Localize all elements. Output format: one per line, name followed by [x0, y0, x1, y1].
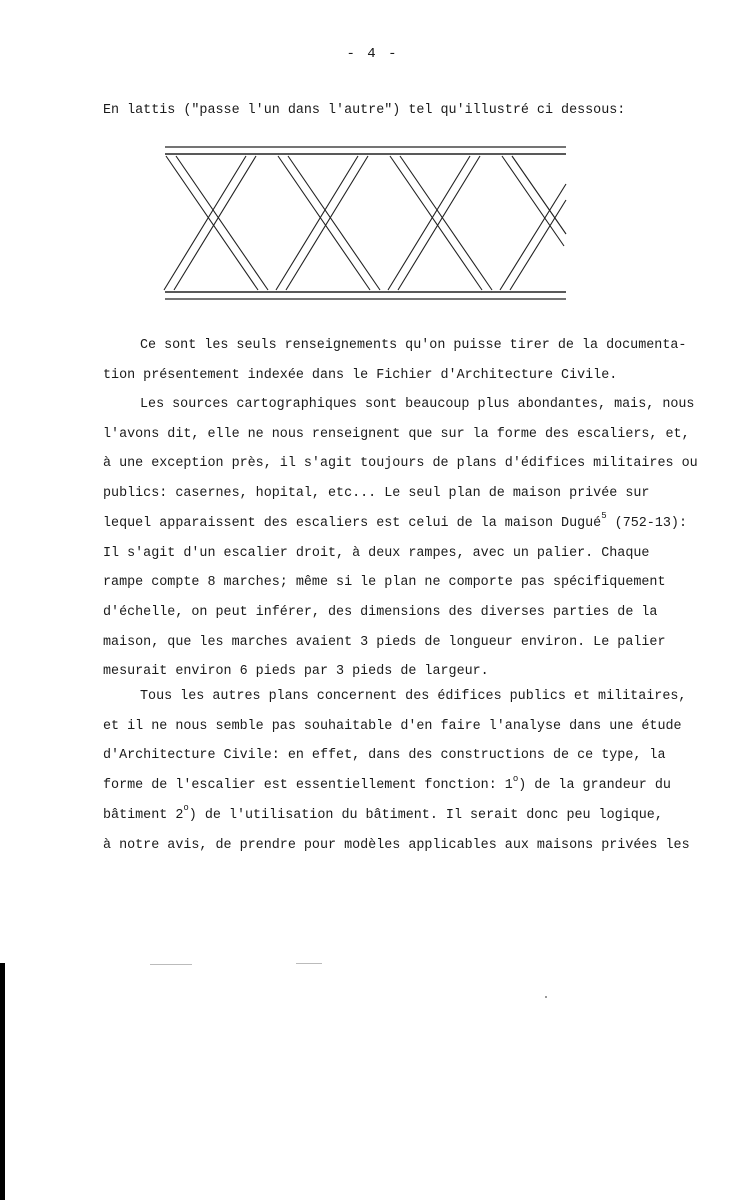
text-line: Ce sont les seuls renseignements qu'on puisse tirer de la documenta- — [140, 338, 687, 353]
text-line: l'avons dit, elle ne nous renseignent que sur la forme des escaliers, et, — [103, 426, 690, 442]
footnote-marker: 5 — [601, 511, 607, 522]
text-line: Il s'agit d'un escalier droit, à deux rampes, avec un palier. Chaque — [103, 545, 650, 561]
text-line: forme de l'escalier est essentiellement fonction: 1$^o$) de la grandeur du — [103, 773, 671, 794]
text-line: d'Architecture Civile: en effet, dans des constructions de ce type, la — [103, 748, 666, 764]
lattice-railing-drawing — [160, 144, 570, 304]
ordinal-marker: o — [512, 773, 519, 784]
text-line: Tous les autres plans concernent des édifices publics et militaires, — [140, 689, 687, 704]
text-line: d'échelle, on peut inférer, des dimensions des diverses parties de la — [103, 604, 658, 620]
text-line: mesurait environ 6 pieds par 3 pieds de largeur. — [103, 664, 489, 680]
text-line: à notre avis, de prendre pour modèles applicables aux maisons privées les — [103, 837, 690, 853]
text-line: rampe compte 8 marches; même si le plan ne comporte pas spécifiquement — [103, 575, 666, 591]
paragraph-2 — [103, 390, 698, 687]
paragraph-1 — [103, 331, 687, 390]
text-line: lequel apparaissent des escaliers est celui de la maison Dugué$^5$ (752-13): — [103, 511, 687, 531]
scan-speck — [545, 996, 547, 998]
text-line: publics: casernes, hopital, etc... Le seul plan de maison privée sur — [103, 486, 650, 502]
scan-smudge — [150, 964, 192, 965]
text-line: tion présentement indexée dans le Fichier d'Architecture Civile. — [103, 367, 618, 383]
ordinal-marker: o — [183, 803, 189, 814]
page-number: - 4 - — [346, 46, 399, 62]
paragraph-3 — [103, 682, 690, 860]
intro-line: En lattis ("passe l'un dans l'autre") tel qu'illustré ci dessous: — [103, 103, 626, 118]
text-line: et il ne nous semble pas souhaitable d'en faire l'analyse dans une étude — [103, 718, 682, 734]
text-line: Les sources cartographiques sont beaucoup plus abondantes, mais, nous — [140, 397, 695, 412]
text-line: à une exception près, il s'agit toujours de plans d'édifices militaires ou — [103, 456, 698, 472]
scan-margin-bar — [0, 963, 5, 1200]
text-line: bâtiment 2$^o$) de l'utilisation du bâtiment. Il serait donc peu logique, — [103, 803, 663, 823]
text-line: maison, que les marches avaient 3 pieds de longueur environ. Le palier — [103, 634, 666, 650]
scan-smudge — [296, 963, 322, 964]
